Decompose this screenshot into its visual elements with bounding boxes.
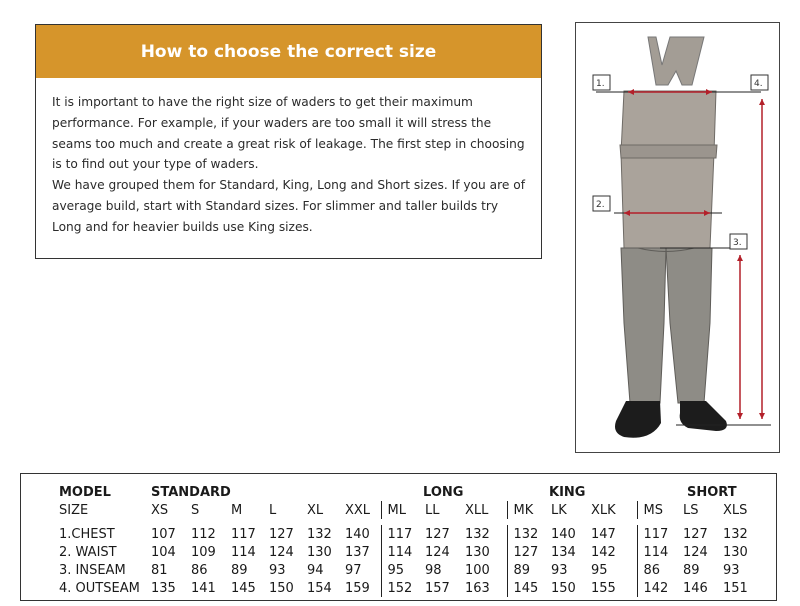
table-cell: 140	[345, 526, 370, 542]
size-col: XLS	[723, 502, 748, 518]
measurement-label: 4. OUTSEAM	[59, 580, 140, 596]
size-rows	[59, 525, 765, 597]
table-cell: 89	[507, 561, 551, 579]
table-cell: 95	[381, 561, 425, 579]
table-cell: 147	[591, 526, 616, 542]
table-cell: 112	[191, 526, 216, 542]
table-cell: 151	[723, 580, 748, 596]
table-cell: 155	[591, 580, 616, 596]
table-row	[59, 561, 765, 579]
size-col: ML	[381, 501, 425, 519]
table-cell: 89	[231, 562, 248, 578]
size-col: LS	[683, 502, 699, 518]
table-cell: 130	[723, 544, 748, 560]
size-col: LL	[425, 502, 440, 518]
inseam-label: 3.	[733, 238, 742, 248]
table-cell: 130	[307, 544, 332, 560]
table-cell: 141	[191, 580, 216, 596]
size-col: XLK	[591, 502, 616, 518]
size-label: SIZE	[59, 502, 89, 518]
table-row	[59, 579, 765, 597]
table-cell: 132	[465, 526, 490, 542]
table-cell: 132	[507, 525, 551, 543]
size-col: S	[191, 502, 200, 518]
table-cell: 94	[307, 562, 324, 578]
table-cell: 86	[637, 561, 683, 579]
size-col: XS	[151, 502, 169, 518]
table-cell: 117	[637, 525, 683, 543]
group-header-row	[59, 483, 765, 501]
table-cell: 89	[683, 562, 700, 578]
table-cell: 100	[465, 562, 490, 578]
size-col: MK	[507, 501, 551, 519]
intro-paragraph: It is important to have the right size of waders to get their maximum performance. For example, if your waders are too small it will stress the seams too much and create a great risk of leakage. The first step in choosing is to find out your type of waders.	[52, 95, 525, 172]
table-cell: 154	[307, 580, 332, 596]
wader-illustration	[576, 23, 781, 454]
table-cell: 146	[683, 580, 708, 596]
table-cell: 124	[269, 544, 294, 560]
table-cell: 109	[191, 544, 216, 560]
table-cell: 157	[425, 580, 450, 596]
table-cell: 134	[551, 544, 576, 560]
size-guide-panel	[35, 24, 542, 259]
measurement-label: 1.CHEST	[59, 526, 115, 542]
table-cell: 104	[151, 544, 176, 560]
table-cell: 127	[683, 526, 708, 542]
table-cell: 135	[151, 580, 176, 596]
size-header-row	[59, 501, 765, 519]
table-cell: 159	[345, 580, 370, 596]
table-row	[59, 525, 765, 543]
table-cell: 132	[723, 526, 748, 542]
table-cell: 127	[507, 543, 551, 561]
grouping-paragraph: We have grouped them for Standard, King, Long and Short sizes. If you are of average build, start with Standard sizes. For slimmer and taller builds try Long and for heavier builds use King sizes.	[52, 178, 525, 234]
table-cell: 114	[637, 543, 683, 561]
table-cell: 124	[683, 544, 708, 560]
chest-label: 1.	[596, 79, 605, 89]
table-cell: 95	[591, 562, 608, 578]
size-col: XXL	[345, 502, 371, 518]
size-guide-title: How to choose the correct size	[36, 25, 541, 78]
table-cell: 130	[465, 544, 490, 560]
size-col: XLL	[465, 502, 489, 518]
table-cell: 114	[231, 544, 256, 560]
table-cell: 127	[269, 526, 294, 542]
table-cell: 98	[425, 562, 442, 578]
table-cell: 81	[151, 562, 168, 578]
group-standard: STANDARD	[151, 484, 231, 500]
wader-measurement-figure	[575, 22, 780, 453]
group-short: SHORT	[687, 484, 737, 500]
table-cell: 93	[723, 562, 740, 578]
table-cell: 150	[269, 580, 294, 596]
table-cell: 145	[507, 579, 551, 597]
size-col: LK	[551, 502, 567, 518]
table-cell: 117	[381, 525, 425, 543]
table-cell: 124	[425, 544, 450, 560]
table-cell: 93	[269, 562, 286, 578]
model-label: MODEL	[59, 484, 111, 500]
measurement-label: 2. WAIST	[59, 544, 117, 560]
group-long: LONG	[423, 484, 464, 500]
table-cell: 107	[151, 526, 176, 542]
size-chart	[20, 473, 777, 601]
table-cell: 127	[425, 526, 450, 542]
table-cell: 140	[551, 526, 576, 542]
table-cell: 132	[307, 526, 332, 542]
group-king: KING	[549, 484, 586, 500]
table-cell: 114	[381, 543, 425, 561]
size-col: MS	[637, 501, 683, 519]
size-col: M	[231, 502, 243, 518]
table-cell: 97	[345, 562, 362, 578]
table-cell: 86	[191, 562, 208, 578]
table-cell: 145	[231, 580, 256, 596]
waist-label: 2.	[596, 200, 605, 210]
size-chart-table	[59, 483, 765, 597]
size-col: XL	[307, 502, 324, 518]
size-guide-text	[36, 78, 541, 238]
table-cell: 142	[637, 579, 683, 597]
table-cell: 137	[345, 544, 370, 560]
table-cell: 152	[381, 579, 425, 597]
measurement-label: 3. INSEAM	[59, 562, 126, 578]
table-cell: 150	[551, 580, 576, 596]
table-cell: 117	[231, 526, 256, 542]
size-col: L	[269, 502, 277, 518]
table-row	[59, 543, 765, 561]
table-cell: 93	[551, 562, 568, 578]
outseam-label: 4.	[754, 79, 763, 89]
table-cell: 142	[591, 544, 616, 560]
table-cell: 163	[465, 580, 490, 596]
